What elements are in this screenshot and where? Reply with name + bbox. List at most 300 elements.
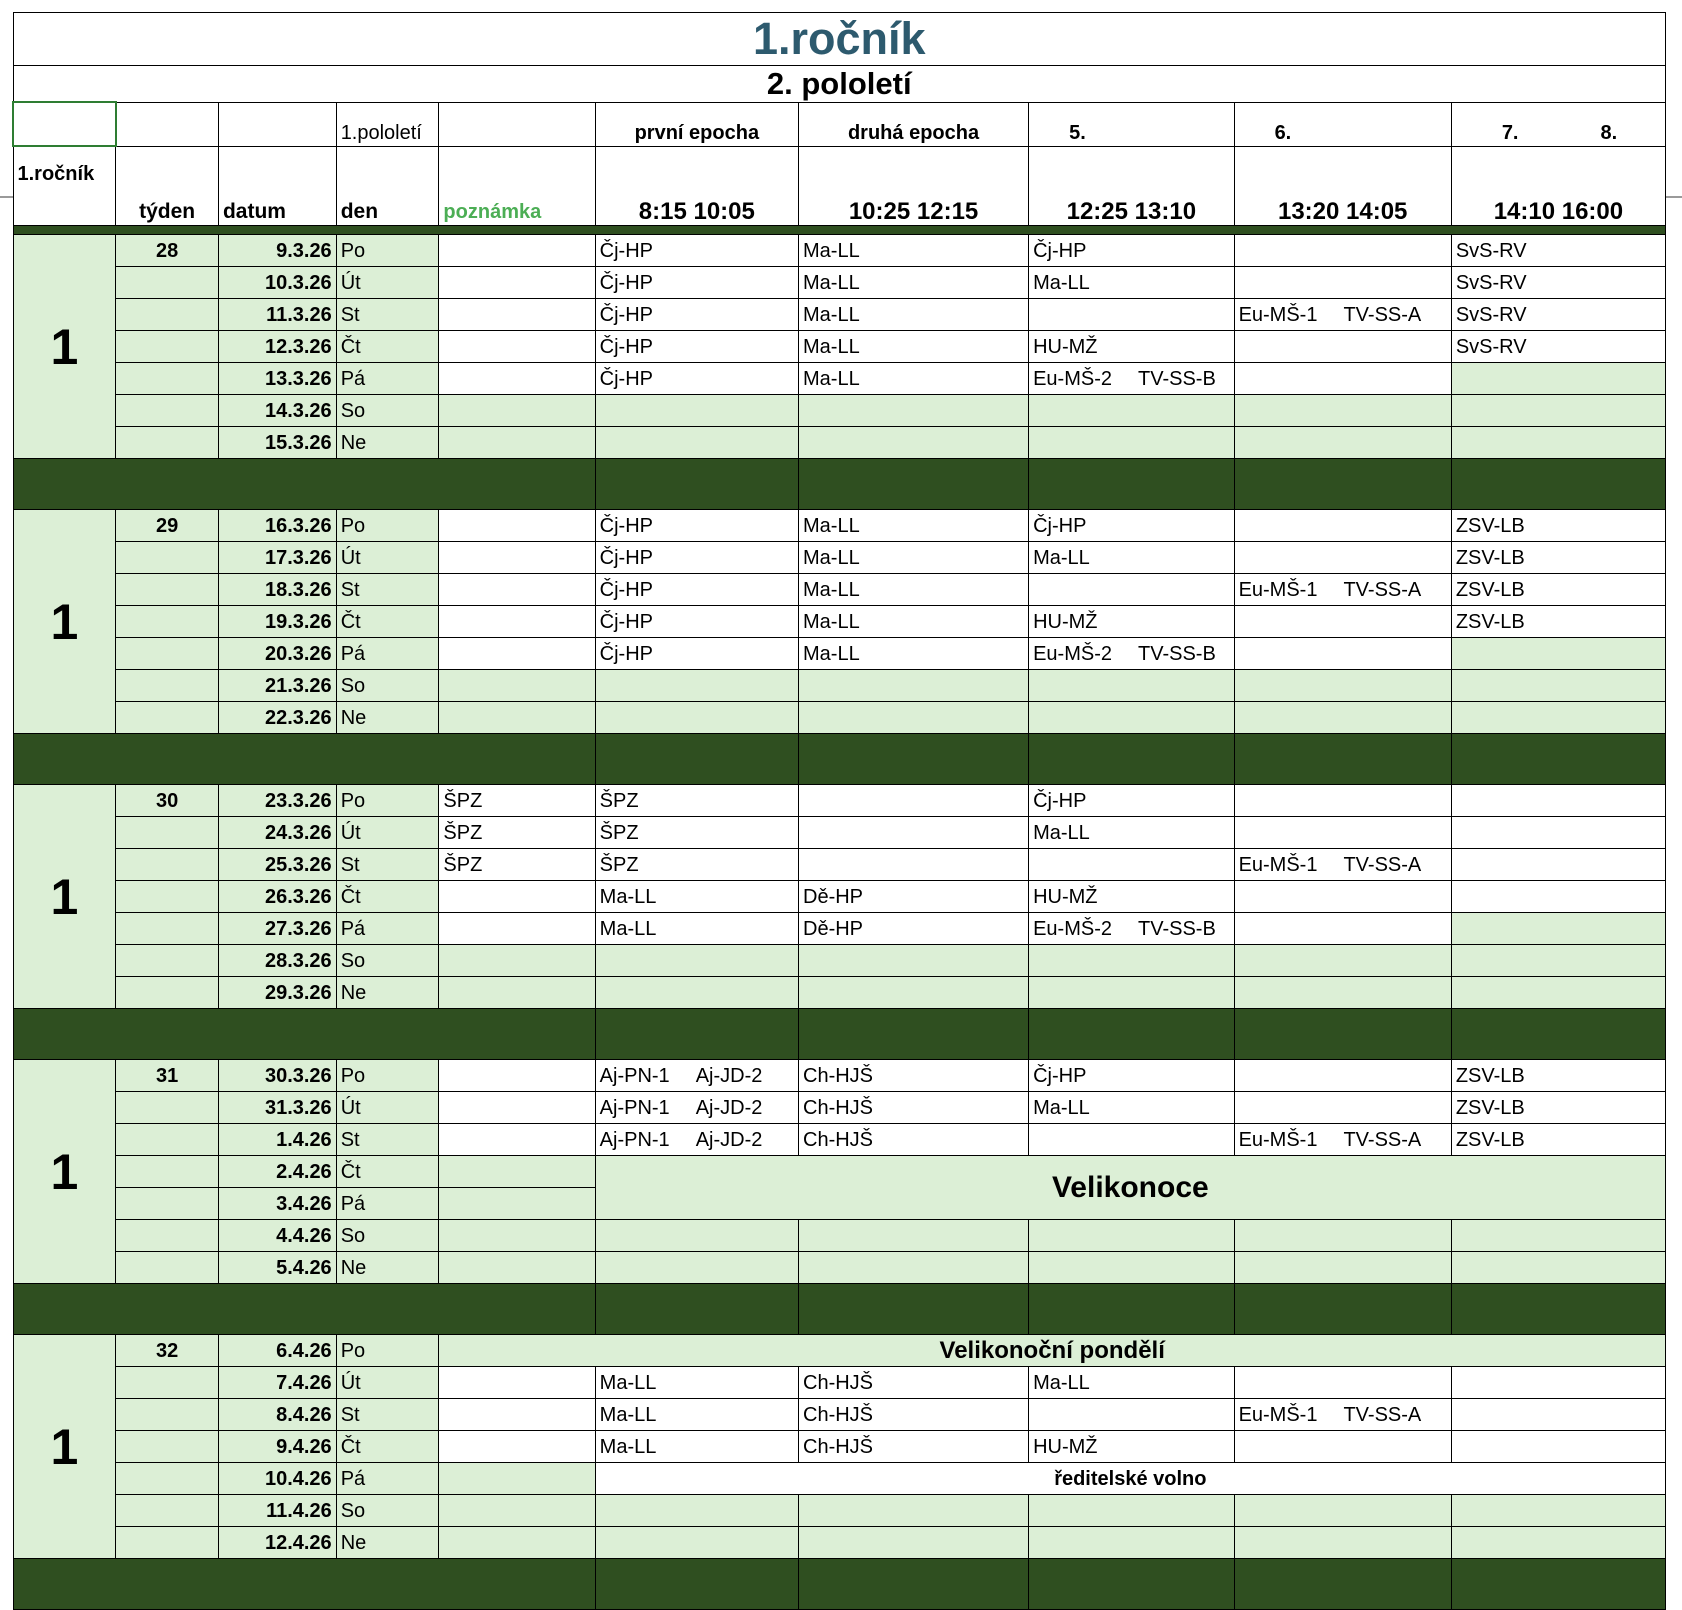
date-cell: 11.3.26 bbox=[218, 299, 336, 331]
date-cell: 12.3.26 bbox=[218, 331, 336, 363]
weekend-cell bbox=[1451, 1220, 1665, 1252]
separator-cell bbox=[1451, 1009, 1665, 1060]
lesson-hour-6 bbox=[1234, 510, 1451, 542]
lesson-hour-6 bbox=[1234, 785, 1451, 817]
date-cell: 17.3.26 bbox=[218, 542, 336, 574]
week-separator bbox=[13, 1284, 1666, 1335]
header-time-3: 12:25 13:10 bbox=[1029, 146, 1234, 226]
lesson-hour-6 bbox=[1234, 1431, 1451, 1463]
lesson-hour-5: Čj-HP bbox=[1029, 1060, 1234, 1092]
lesson-hour-6-a: Eu-MŠ-1 bbox=[1238, 853, 1318, 876]
table-row bbox=[13, 702, 1666, 734]
day-cell: Ne bbox=[336, 427, 439, 459]
weekend-cell bbox=[595, 1220, 798, 1252]
week-number bbox=[116, 427, 219, 459]
week-number bbox=[116, 849, 219, 881]
lesson-epoch-2: Ma-LL bbox=[799, 638, 1029, 670]
lesson-hour-5 bbox=[1029, 1124, 1234, 1156]
day-cell: Čt bbox=[336, 331, 439, 363]
weekend-cell bbox=[1029, 977, 1234, 1009]
day-cell: Čt bbox=[336, 606, 439, 638]
separator-cell bbox=[1451, 734, 1665, 785]
date-cell: 9.4.26 bbox=[218, 1431, 336, 1463]
separator-cell bbox=[1234, 1284, 1451, 1335]
lesson-epoch-1 bbox=[595, 1060, 798, 1092]
week-number bbox=[116, 542, 219, 574]
weekend-cell bbox=[1234, 702, 1451, 734]
week-number bbox=[116, 638, 219, 670]
note-cell bbox=[439, 1060, 595, 1092]
day-cell: Pá bbox=[336, 363, 439, 395]
date-cell: 10.3.26 bbox=[218, 267, 336, 299]
week-number bbox=[116, 945, 219, 977]
separator-cell bbox=[799, 734, 1029, 785]
header-prvni-epocha: první epocha bbox=[595, 102, 798, 146]
note-cell bbox=[439, 1527, 595, 1559]
table-row bbox=[13, 1463, 1666, 1495]
weekend-cell bbox=[1234, 1220, 1451, 1252]
table-row bbox=[13, 1156, 1666, 1188]
note-cell bbox=[439, 881, 595, 913]
week-number bbox=[116, 1463, 219, 1495]
lesson-epoch-1: Čj-HP bbox=[595, 542, 798, 574]
header-row-2 bbox=[13, 146, 1666, 226]
date-cell: 14.3.26 bbox=[218, 395, 336, 427]
date-cell: 10.4.26 bbox=[218, 1463, 336, 1495]
table-row bbox=[13, 606, 1666, 638]
lesson-hour-5-a: Eu-MŠ-2 bbox=[1033, 642, 1112, 665]
day-cell: Út bbox=[336, 817, 439, 849]
day-cell: St bbox=[336, 299, 439, 331]
lesson-epoch-1: Čj-HP bbox=[595, 331, 798, 363]
weekend-cell bbox=[595, 977, 798, 1009]
lesson-epoch-2: Ch-HJŠ bbox=[799, 1367, 1029, 1399]
note-cell bbox=[439, 267, 595, 299]
day-cell: Út bbox=[336, 542, 439, 574]
table-row bbox=[13, 881, 1666, 913]
lesson-epoch-2: Ma-LL bbox=[799, 510, 1029, 542]
week-number: 28 bbox=[116, 235, 219, 267]
lesson-epoch-1: Ma-LL bbox=[595, 913, 798, 945]
weekend-cell bbox=[799, 1495, 1029, 1527]
note-cell bbox=[439, 542, 595, 574]
lesson-hour-5: Čj-HP bbox=[1029, 235, 1234, 267]
separator-cell bbox=[1451, 459, 1665, 510]
lesson-hour-7 bbox=[1451, 849, 1665, 881]
lesson-epoch-1-a: Aj-PN-1 bbox=[599, 1096, 670, 1119]
table-row bbox=[13, 363, 1666, 395]
lesson-hour-6 bbox=[1234, 1399, 1451, 1431]
date-cell: 25.3.26 bbox=[218, 849, 336, 881]
weekend-cell bbox=[799, 702, 1029, 734]
lesson-hour-5: Ma-LL bbox=[1029, 1367, 1234, 1399]
lesson-hour-7: SvS-RV bbox=[1451, 299, 1665, 331]
lesson-hour-7 bbox=[1451, 913, 1665, 945]
week-number bbox=[116, 817, 219, 849]
lesson-hour-6-b: TV-SS-A bbox=[1343, 853, 1422, 876]
week-number bbox=[116, 606, 219, 638]
separator-cell bbox=[595, 459, 798, 510]
date-cell: 12.4.26 bbox=[218, 1527, 336, 1559]
day-cell: Ne bbox=[336, 702, 439, 734]
lesson-epoch-1: Ma-LL bbox=[595, 1431, 798, 1463]
day-cell: Po bbox=[336, 510, 439, 542]
page-subtitle: 2. pololetí bbox=[13, 66, 1666, 103]
note-cell bbox=[439, 945, 595, 977]
lesson-hour-7 bbox=[1451, 638, 1665, 670]
lesson-hour-5: Ma-LL bbox=[1029, 542, 1234, 574]
day-cell: Pá bbox=[336, 1463, 439, 1495]
lesson-hour-6 bbox=[1234, 1124, 1451, 1156]
weekend-cell bbox=[1451, 1527, 1665, 1559]
day-cell: Ne bbox=[336, 1527, 439, 1559]
weekend-cell bbox=[595, 1527, 798, 1559]
note-cell bbox=[439, 363, 595, 395]
week-separator bbox=[13, 1559, 1666, 1610]
weekend-cell bbox=[1234, 427, 1451, 459]
lesson-hour-5: HU-MŽ bbox=[1029, 1431, 1234, 1463]
date-cell: 26.3.26 bbox=[218, 881, 336, 913]
week-number: 29 bbox=[116, 510, 219, 542]
lesson-hour-7: SvS-RV bbox=[1451, 331, 1665, 363]
lesson-hour-5: HU-MŽ bbox=[1029, 331, 1234, 363]
week-number bbox=[116, 1252, 219, 1284]
weekend-cell bbox=[1234, 977, 1451, 1009]
timetable-sheet[interactable] bbox=[12, 12, 1666, 1606]
table-row bbox=[13, 427, 1666, 459]
day-cell: St bbox=[336, 1399, 439, 1431]
weekend-cell bbox=[799, 395, 1029, 427]
lesson-hour-7 bbox=[1451, 817, 1665, 849]
lesson-epoch-2: Ma-LL bbox=[799, 235, 1029, 267]
separator-cell bbox=[799, 459, 1029, 510]
date-cell: 23.3.26 bbox=[218, 785, 336, 817]
lesson-hour-6 bbox=[1234, 1060, 1451, 1092]
week-separator bbox=[13, 734, 1666, 785]
lesson-hour-7 bbox=[1451, 785, 1665, 817]
table-row bbox=[13, 913, 1666, 945]
day-cell: Ne bbox=[336, 1252, 439, 1284]
header-empty-cell bbox=[218, 102, 336, 146]
lesson-hour-6-a: Eu-MŠ-1 bbox=[1238, 578, 1318, 601]
header-empty-cell bbox=[116, 102, 219, 146]
date-cell: 20.3.26 bbox=[218, 638, 336, 670]
separator-cell bbox=[13, 1284, 595, 1335]
lesson-epoch-2: Ch-HJŠ bbox=[799, 1092, 1029, 1124]
day-cell: Po bbox=[336, 785, 439, 817]
weekend-cell bbox=[1029, 702, 1234, 734]
note-cell bbox=[439, 510, 595, 542]
lesson-hour-7 bbox=[1451, 1399, 1665, 1431]
table-row bbox=[13, 849, 1666, 881]
header-den: den bbox=[336, 146, 439, 226]
note-cell bbox=[439, 395, 595, 427]
lesson-epoch-2: Dě-HP bbox=[799, 881, 1029, 913]
date-cell: 4.4.26 bbox=[218, 1220, 336, 1252]
lesson-hour-5 bbox=[1029, 299, 1234, 331]
lesson-hour-5-b: TV-SS-B bbox=[1138, 642, 1216, 665]
lesson-hour-5 bbox=[1029, 363, 1234, 395]
lesson-hour-6 bbox=[1234, 606, 1451, 638]
separator-cell bbox=[799, 1009, 1029, 1060]
weekend-cell bbox=[799, 1252, 1029, 1284]
rocnik-label: 1 bbox=[13, 235, 116, 459]
lesson-hour-6-a: Eu-MŠ-1 bbox=[1238, 1128, 1318, 1151]
day-cell: So bbox=[336, 1220, 439, 1252]
note-cell: ŠPZ bbox=[439, 817, 595, 849]
lesson-epoch-1: Ma-LL bbox=[595, 1399, 798, 1431]
note-cell bbox=[439, 702, 595, 734]
table-row bbox=[13, 817, 1666, 849]
lesson-epoch-2 bbox=[799, 785, 1029, 817]
week-number bbox=[116, 1367, 219, 1399]
date-cell: 13.3.26 bbox=[218, 363, 336, 395]
note-cell bbox=[439, 670, 595, 702]
weekend-cell bbox=[1234, 1252, 1451, 1284]
header-time-1: 8:15 10:05 bbox=[595, 146, 798, 226]
lesson-epoch-1: Čj-HP bbox=[595, 638, 798, 670]
lesson-hour-5: HU-MŽ bbox=[1029, 881, 1234, 913]
note-cell bbox=[439, 574, 595, 606]
header-datum: datum bbox=[218, 146, 336, 226]
lesson-hour-7: SvS-RV bbox=[1451, 235, 1665, 267]
date-cell: 6.4.26 bbox=[218, 1335, 336, 1367]
day-cell: Út bbox=[336, 267, 439, 299]
weekend-cell bbox=[799, 1527, 1029, 1559]
lesson-epoch-2: Ma-LL bbox=[799, 542, 1029, 574]
week-number bbox=[116, 913, 219, 945]
rocnik-label: 1 bbox=[13, 1060, 116, 1284]
date-cell: 21.3.26 bbox=[218, 670, 336, 702]
weekend-cell bbox=[595, 1252, 798, 1284]
separator-cell bbox=[799, 1559, 1029, 1610]
table-row bbox=[13, 267, 1666, 299]
lesson-hour-7 bbox=[1451, 881, 1665, 913]
table-row bbox=[13, 1399, 1666, 1431]
lesson-hour-6 bbox=[1234, 913, 1451, 945]
weekend-cell bbox=[1029, 427, 1234, 459]
day-cell: St bbox=[336, 574, 439, 606]
table-row bbox=[13, 785, 1666, 817]
lesson-epoch-1: Čj-HP bbox=[595, 510, 798, 542]
table-row bbox=[13, 1092, 1666, 1124]
note-cell bbox=[439, 1495, 595, 1527]
week-number bbox=[116, 395, 219, 427]
note-cell bbox=[439, 235, 595, 267]
date-cell: 15.3.26 bbox=[218, 427, 336, 459]
note-cell bbox=[439, 1431, 595, 1463]
lesson-epoch-2: Dě-HP bbox=[799, 913, 1029, 945]
week-number bbox=[116, 363, 219, 395]
day-cell: So bbox=[336, 670, 439, 702]
lesson-hour-6 bbox=[1234, 331, 1451, 363]
separator-cell bbox=[1234, 734, 1451, 785]
week-separator bbox=[13, 1009, 1666, 1060]
day-cell: Út bbox=[336, 1092, 439, 1124]
lesson-epoch-1: ŠPZ bbox=[595, 785, 798, 817]
separator-cell bbox=[1029, 1559, 1234, 1610]
table-row bbox=[13, 542, 1666, 574]
date-cell: 9.3.26 bbox=[218, 235, 336, 267]
lesson-hour-6 bbox=[1234, 363, 1451, 395]
lesson-hour-5: Ma-LL bbox=[1029, 817, 1234, 849]
weekend-cell bbox=[1451, 427, 1665, 459]
date-cell: 2.4.26 bbox=[218, 1156, 336, 1188]
holiday-label: Velikonoce bbox=[595, 1156, 1665, 1220]
table-row bbox=[13, 1367, 1666, 1399]
week-number bbox=[116, 1188, 219, 1220]
note-cell bbox=[439, 1399, 595, 1431]
table-row bbox=[13, 1252, 1666, 1284]
note-cell bbox=[439, 638, 595, 670]
lesson-hour-6 bbox=[1234, 299, 1451, 331]
separator-cell bbox=[1451, 1559, 1665, 1610]
lesson-epoch-1: ŠPZ bbox=[595, 817, 798, 849]
date-cell: 19.3.26 bbox=[218, 606, 336, 638]
header-pololeti: 1.pololetí bbox=[336, 102, 439, 146]
week-number bbox=[116, 267, 219, 299]
header-hour-7-8 bbox=[1451, 102, 1665, 146]
weekend-cell bbox=[1451, 670, 1665, 702]
week-number bbox=[116, 881, 219, 913]
separator-cell bbox=[1234, 459, 1451, 510]
lesson-epoch-1: ŠPZ bbox=[595, 849, 798, 881]
separator-cell bbox=[595, 1559, 798, 1610]
weekend-cell bbox=[1451, 702, 1665, 734]
separator-cell bbox=[1234, 1559, 1451, 1610]
lesson-hour-5: HU-MŽ bbox=[1029, 606, 1234, 638]
lesson-epoch-1: Čj-HP bbox=[595, 606, 798, 638]
lesson-hour-5 bbox=[1029, 849, 1234, 881]
lesson-hour-6 bbox=[1234, 849, 1451, 881]
separator-cell bbox=[13, 1559, 595, 1610]
note-cell bbox=[439, 606, 595, 638]
lesson-hour-7 bbox=[1451, 363, 1665, 395]
week-number bbox=[116, 299, 219, 331]
day-cell: Pá bbox=[336, 1188, 439, 1220]
table-row bbox=[13, 235, 1666, 267]
table-row bbox=[13, 395, 1666, 427]
lesson-hour-5: Čj-HP bbox=[1029, 785, 1234, 817]
separator-cell bbox=[1234, 1009, 1451, 1060]
lesson-hour-5 bbox=[1029, 638, 1234, 670]
date-cell: 3.4.26 bbox=[218, 1188, 336, 1220]
separator-cell bbox=[1029, 459, 1234, 510]
table-row bbox=[13, 670, 1666, 702]
weekend-cell bbox=[1234, 1495, 1451, 1527]
table-row bbox=[13, 574, 1666, 606]
header-tyden: týden bbox=[116, 146, 219, 226]
separator-cell bbox=[595, 1009, 798, 1060]
lesson-hour-7: ZSV-LB bbox=[1451, 510, 1665, 542]
lesson-epoch-1: Čj-HP bbox=[595, 267, 798, 299]
week-number: 30 bbox=[116, 785, 219, 817]
note-cell bbox=[439, 331, 595, 363]
lesson-hour-6-b: TV-SS-A bbox=[1343, 1128, 1422, 1151]
header-time-5: 14:10 16:00 bbox=[1451, 146, 1665, 226]
lesson-epoch-2: Ma-LL bbox=[799, 331, 1029, 363]
lesson-hour-6-b: TV-SS-A bbox=[1343, 1403, 1422, 1426]
lesson-hour-6-a: Eu-MŠ-1 bbox=[1238, 1403, 1318, 1426]
lesson-epoch-1-a: Aj-PN-1 bbox=[599, 1128, 670, 1151]
separator-cell bbox=[595, 1284, 798, 1335]
lesson-epoch-1-a: Aj-PN-1 bbox=[599, 1064, 670, 1087]
header-empty-cell bbox=[439, 102, 595, 146]
weekend-cell bbox=[595, 427, 798, 459]
lesson-epoch-2: Ma-LL bbox=[799, 574, 1029, 606]
day-cell: Po bbox=[336, 235, 439, 267]
weekend-cell bbox=[1029, 945, 1234, 977]
lesson-hour-5: Čj-HP bbox=[1029, 510, 1234, 542]
note-cell bbox=[439, 1220, 595, 1252]
volno-label: ředitelské volno bbox=[595, 1463, 1665, 1495]
selected-cell[interactable] bbox=[13, 102, 116, 146]
day-cell: So bbox=[336, 1495, 439, 1527]
note-cell bbox=[439, 299, 595, 331]
day-cell: St bbox=[336, 1124, 439, 1156]
table-row bbox=[13, 977, 1666, 1009]
date-cell: 11.4.26 bbox=[218, 1495, 336, 1527]
lesson-hour-6 bbox=[1234, 267, 1451, 299]
lesson-epoch-2: Ch-HJŠ bbox=[799, 1431, 1029, 1463]
lesson-epoch-1 bbox=[595, 1092, 798, 1124]
note-cell bbox=[439, 1188, 595, 1220]
week-number bbox=[116, 1495, 219, 1527]
lesson-hour-6 bbox=[1234, 1092, 1451, 1124]
lesson-hour-7: ZSV-LB bbox=[1451, 1124, 1665, 1156]
lesson-epoch-2: Ma-LL bbox=[799, 363, 1029, 395]
weekend-cell bbox=[595, 945, 798, 977]
header-row-1 bbox=[13, 102, 1666, 146]
separator-cell bbox=[1029, 734, 1234, 785]
lesson-epoch-1: Ma-LL bbox=[595, 881, 798, 913]
lesson-hour-6 bbox=[1234, 881, 1451, 913]
lesson-hour-7 bbox=[1451, 1367, 1665, 1399]
lesson-epoch-2: Ma-LL bbox=[799, 267, 1029, 299]
day-cell: Ne bbox=[336, 977, 439, 1009]
lesson-epoch-2: Ch-HJŠ bbox=[799, 1124, 1029, 1156]
week-number bbox=[116, 574, 219, 606]
lesson-hour-7: ZSV-LB bbox=[1451, 1060, 1665, 1092]
lesson-hour-6 bbox=[1234, 235, 1451, 267]
separator-cell bbox=[1029, 1009, 1234, 1060]
date-cell: 7.4.26 bbox=[218, 1367, 336, 1399]
separator-cell bbox=[595, 734, 798, 785]
note-cell bbox=[439, 1124, 595, 1156]
rocnik-label: 1 bbox=[13, 785, 116, 1009]
separator-cell bbox=[13, 459, 595, 510]
date-cell: 30.3.26 bbox=[218, 1060, 336, 1092]
date-cell: 27.3.26 bbox=[218, 913, 336, 945]
lesson-epoch-1: Ma-LL bbox=[595, 1367, 798, 1399]
week-number bbox=[116, 702, 219, 734]
table-row bbox=[13, 1060, 1666, 1092]
date-cell: 16.3.26 bbox=[218, 510, 336, 542]
lesson-hour-5-a: Eu-MŠ-2 bbox=[1033, 367, 1112, 390]
lesson-epoch-1-b: Aj-JD-2 bbox=[695, 1064, 763, 1087]
day-cell: Pá bbox=[336, 913, 439, 945]
weekend-cell bbox=[1029, 395, 1234, 427]
header-druha-epocha: druhá epocha bbox=[799, 102, 1029, 146]
rocnik-label: 1 bbox=[13, 510, 116, 734]
table-row bbox=[13, 1124, 1666, 1156]
table-row bbox=[13, 1220, 1666, 1252]
week-number bbox=[116, 1399, 219, 1431]
lesson-hour-6 bbox=[1234, 1367, 1451, 1399]
header-poznamka: poznámka bbox=[439, 146, 595, 226]
week-number bbox=[116, 977, 219, 1009]
date-cell: 31.3.26 bbox=[218, 1092, 336, 1124]
